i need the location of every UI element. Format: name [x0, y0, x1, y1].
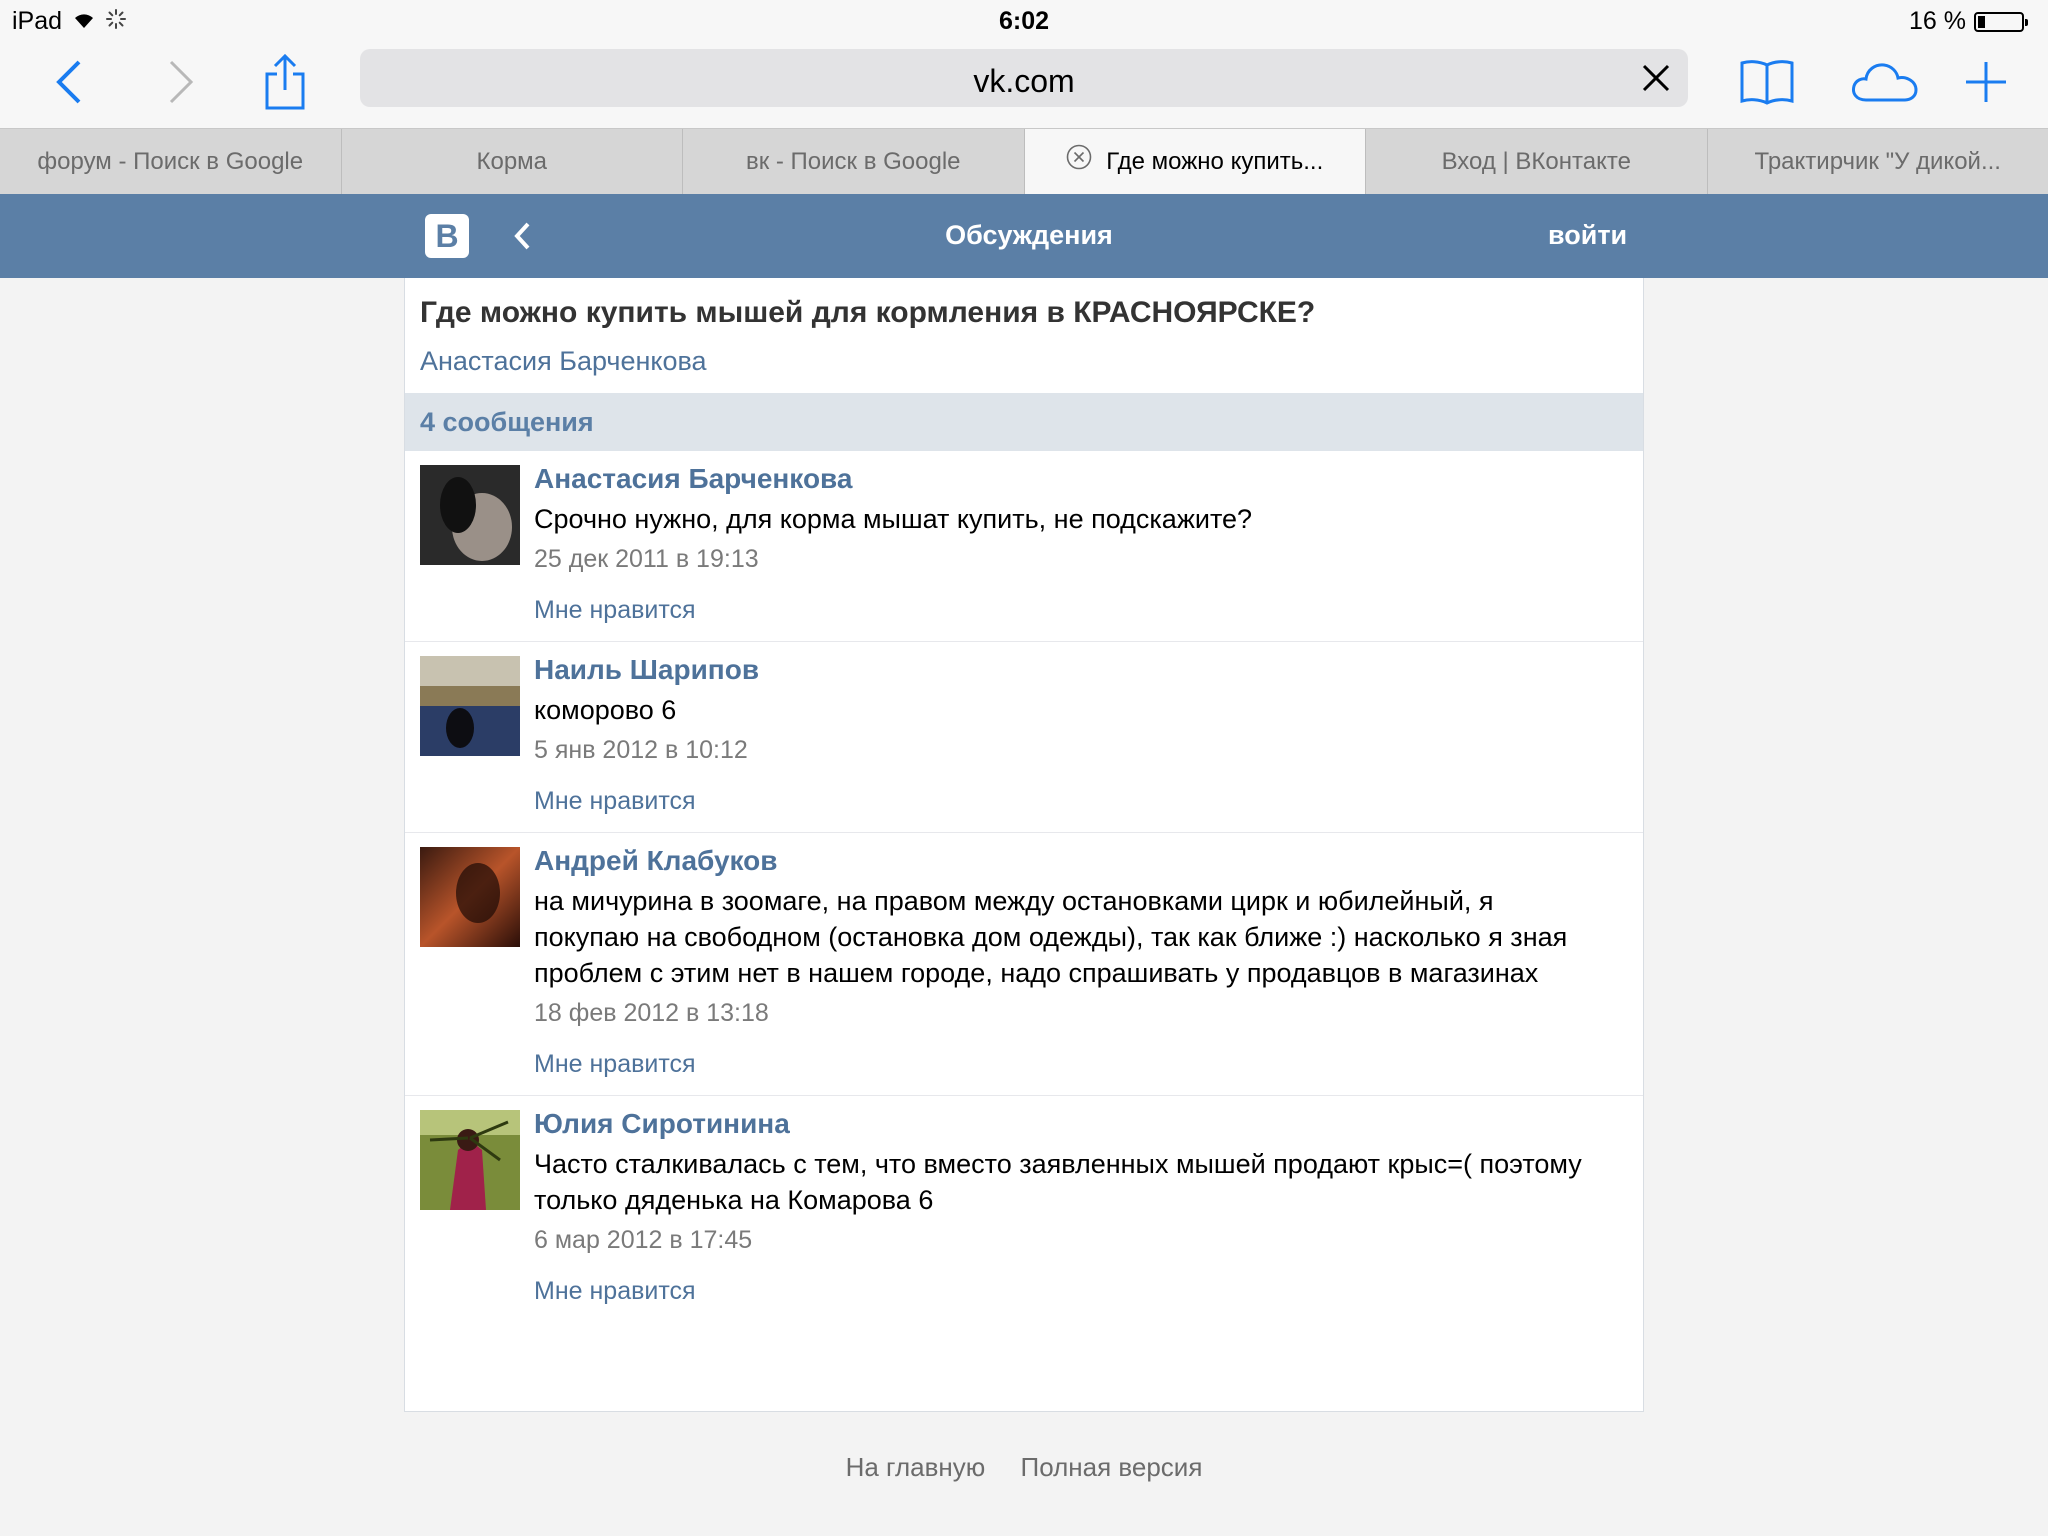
book-icon — [1739, 59, 1795, 105]
tab-vk-login[interactable] — [1366, 129, 1708, 194]
page-footer — [0, 1452, 2048, 1483]
list-item — [405, 1096, 1643, 1322]
cloud-icon — [1850, 60, 1920, 104]
avatar[interactable] — [420, 656, 520, 756]
post-date: 25 дек 2011 в 19:13 — [534, 545, 759, 573]
bookmarks-button[interactable] — [1737, 52, 1797, 112]
tab-label: Вход | ВКонтакте — [1441, 148, 1631, 175]
like-link[interactable]: Мне нравится — [534, 787, 696, 815]
list-item — [405, 833, 1643, 1096]
full-version-link[interactable]: Полная версия — [1020, 1452, 1203, 1482]
avatar[interactable] — [420, 465, 520, 565]
post-author-link[interactable]: Андрей Клабуков — [534, 845, 778, 876]
plus-icon — [1964, 60, 2008, 104]
home-link[interactable]: На главную — [845, 1452, 986, 1482]
tab-bar — [0, 128, 2048, 194]
battery-percent: 16 % — [1909, 7, 1966, 35]
topic-header — [405, 278, 1643, 393]
avatar[interactable] — [420, 1110, 520, 1210]
tab-label: форум - Поиск в Google — [37, 148, 304, 175]
post-text: на мичурина в зоомаге, на правом между остановками цирк и юбилейный, я покупаю на свободном (остановка дом одежды), так как ближе :) насколько я зная проблем с этим нет в нашем городе, надо спрашивать у продавцов в магазинах — [534, 886, 1568, 988]
share-icon — [263, 54, 307, 110]
like-link[interactable]: Мне нравится — [534, 596, 696, 624]
login-link[interactable]: войти — [1548, 220, 1628, 250]
vk-header — [0, 194, 2048, 278]
forward-button[interactable] — [150, 52, 210, 112]
post-author-link[interactable]: Наиль Шарипов — [534, 654, 760, 685]
post-text: коморово 6 — [534, 695, 677, 725]
topic-author-link[interactable]: Анастасия Барченкова — [420, 346, 707, 376]
tab-label: Трактирчик "У дикой... — [1754, 148, 2001, 175]
list-item — [405, 642, 1643, 833]
close-tab-icon[interactable] — [1066, 130, 1092, 194]
page-title: Обсуждения — [945, 220, 1113, 250]
icloud-tabs-button[interactable] — [1850, 52, 1920, 112]
tab-forum-search[interactable] — [0, 129, 342, 194]
tab-korma[interactable] — [342, 129, 684, 194]
new-tab-button[interactable] — [1956, 52, 2016, 112]
message-count: 4 сообщения — [405, 393, 1643, 451]
tab-label: Где можно купить... — [1106, 148, 1324, 175]
close-icon — [1642, 64, 1670, 92]
back-button[interactable] — [40, 52, 100, 112]
topic-title: Где можно купить мышей для кормления в КРАСНОЯРСКЕ? — [420, 296, 1316, 329]
chevron-right-icon — [165, 60, 195, 104]
discussion-panel — [404, 278, 1644, 1412]
like-link[interactable]: Мне нравится — [534, 1277, 696, 1305]
browser-toolbar — [0, 40, 2048, 128]
vk-logo[interactable]: В — [425, 214, 469, 258]
post-date: 6 мар 2012 в 17:45 — [534, 1226, 753, 1254]
share-button[interactable] — [255, 52, 315, 112]
avatar[interactable] — [420, 847, 520, 947]
clear-url-button[interactable] — [1636, 58, 1676, 98]
address-bar[interactable] — [360, 49, 1688, 107]
post-author-link[interactable]: Анастасия Барченкова — [534, 463, 853, 494]
chevron-left-icon — [55, 60, 85, 104]
tab-active-discussion[interactable] — [1025, 129, 1367, 194]
tab-label: Корма — [476, 148, 548, 175]
post-text: Часто сталкивалась с тем, что вместо заявленных мышей продают крыс=( поэтому только дяденька на Комарова 6 — [534, 1149, 1582, 1215]
status-bar — [0, 0, 2048, 40]
tab-label: вк - Поиск в Google — [745, 148, 961, 175]
battery-icon — [1974, 12, 2024, 32]
url-text: vk.com — [973, 63, 1075, 99]
list-item — [405, 451, 1643, 642]
post-date: 18 фев 2012 в 13:18 — [534, 999, 769, 1027]
post-author-link[interactable]: Юлия Сиротинина — [534, 1108, 790, 1139]
tab-traktirchik[interactable] — [1708, 129, 2048, 194]
tab-vk-search[interactable] — [683, 129, 1025, 194]
status-right — [1909, 7, 2024, 36]
like-link[interactable]: Мне нравится — [534, 1050, 696, 1078]
status-time: 6:02 — [998, 7, 1050, 35]
post-text: Срочно нужно, для корма мышат купить, не подскажите? — [534, 504, 1253, 534]
post-date: 5 янв 2012 в 10:12 — [534, 736, 748, 764]
device-name: iPad — [12, 7, 63, 35]
